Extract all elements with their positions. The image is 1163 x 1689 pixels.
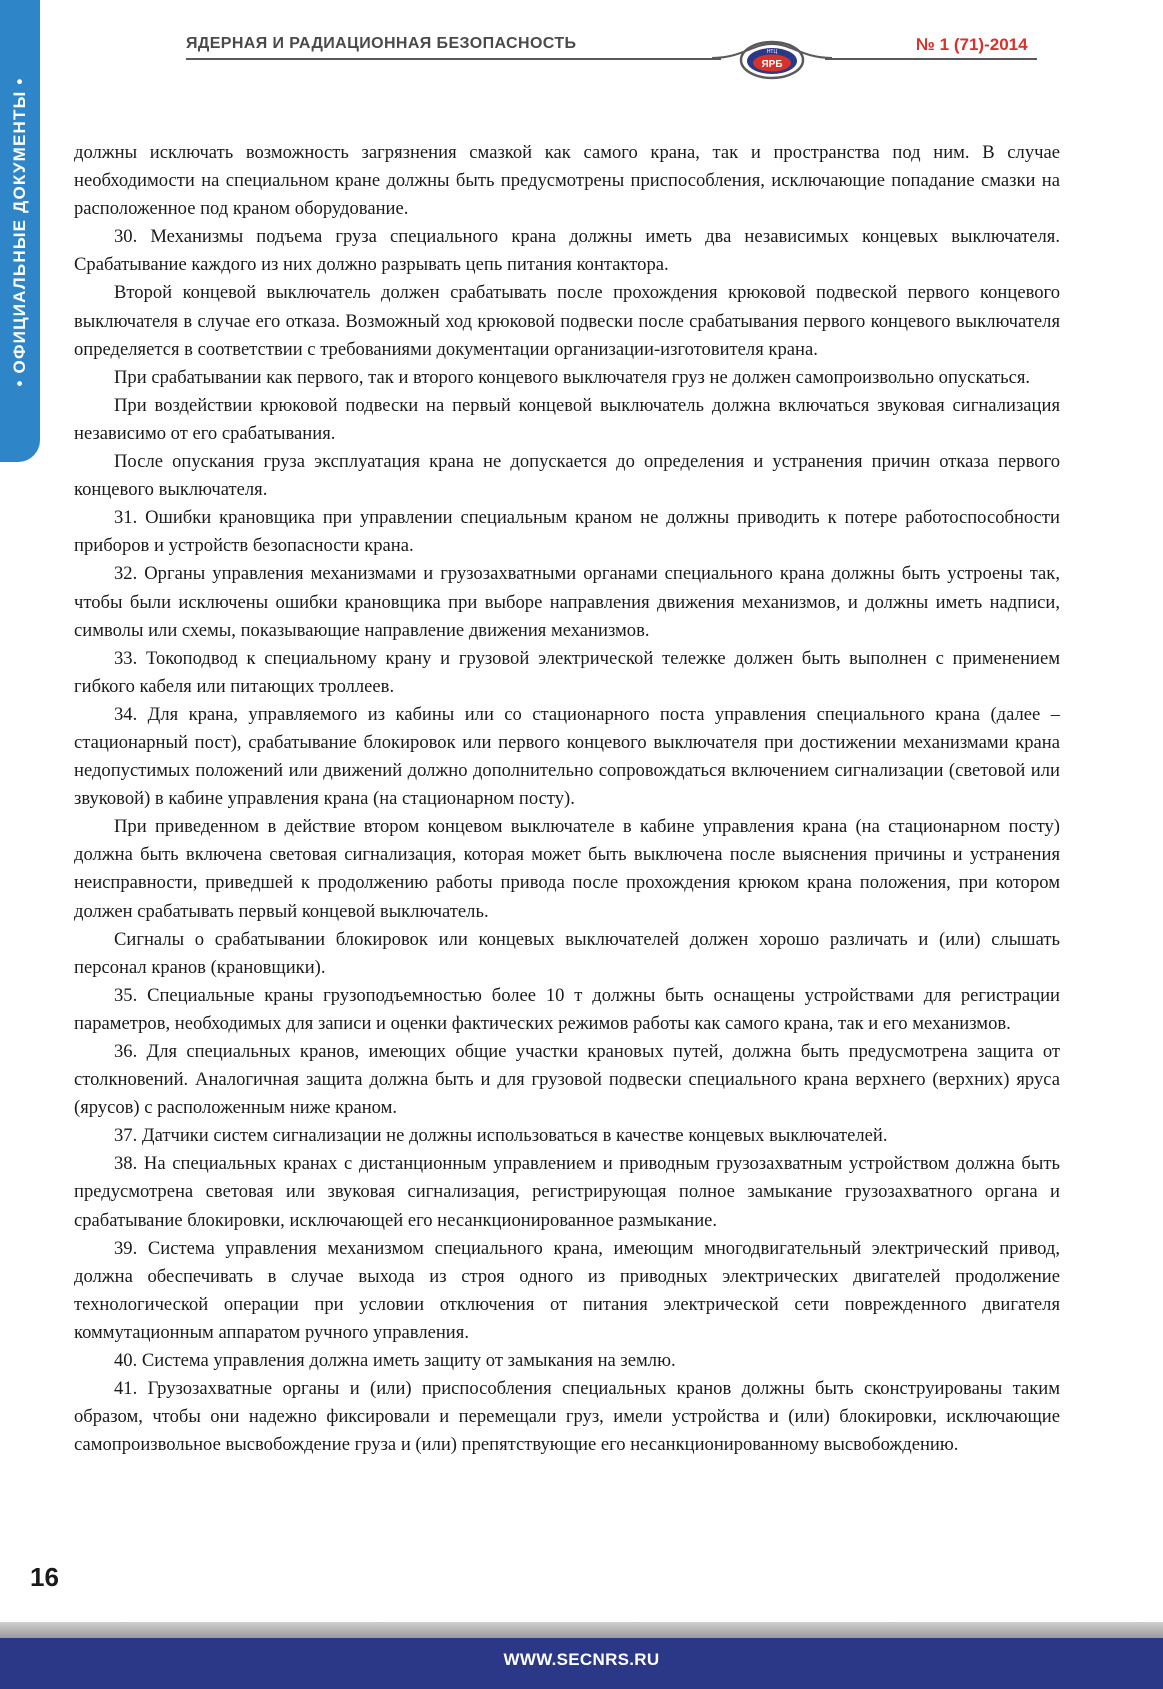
- paragraph: 30. Механизмы подъема груза специального крана должны иметь два независимых концевых выключателя. Срабатывание каждого из них должно разрывать цепь питания контактора.: [74, 226, 1060, 276]
- page-number: 16: [30, 1562, 59, 1592]
- paragraph: должны исключать возможность загрязнения смазкой как самого крана, так и пространства под ним. В случае необходимости на специальном кране должны быть предусмотрены приспособления, исключающие попадание смазки на расположенное под краном оборудование.: [74, 142, 1060, 220]
- paragraph: 36. Для специальных кранов, имеющих общие участки крановых путей, должна быть предусмотрена защита от столкновений. Аналогичная защита должна быть и для грузовой подвески специального крана верхнего (верхних) яруса (ярусов) с расположенным ниже краном.: [74, 1041, 1060, 1119]
- section-label: • ОФИЦИАЛЬНЫЕ ДОКУМЕНТЫ •: [10, 77, 29, 387]
- paragraph: 40. Система управления должна иметь защиту от замыкания на землю.: [114, 1350, 676, 1372]
- paragraph: 31. Ошибки крановщика при управлении специальным краном не должны приводить к потере работоспособности приборов и устройств безопасности крана.: [74, 507, 1060, 557]
- paragraph: 34. Для крана, управляемого из кабины или со стационарного поста управления специального крана (далее – стационарный пост), срабатывание блокировок или первого концевого выключателя при достижении механизмами крана недопустимых положений или движений должно дополнительно сопровождаться включением сигнализации (световой или звуковой) в кабине управления крана (на стационарном посту).: [74, 703, 1060, 810]
- footer-divider: [0, 1622, 1163, 1638]
- paragraph: При воздействии крюковой подвески на первый концевой выключатель должна включаться звуковая сигнализация независимо от его срабатывания.: [74, 394, 1060, 444]
- website-link[interactable]: WWW.SECNRS.RU: [503, 1650, 660, 1669]
- paragraph: 35. Специальные краны грузоподъемностью более 10 т должны быть оснащены устройствами для регистрации параметров, необходимых для записи и оценки фактических режимов работы как самого крана, так и его механизмов.: [74, 984, 1060, 1034]
- journal-title: ЯДЕРНАЯ И РАДИАЦИОННАЯ БЕЗОПАСНОСТЬ: [186, 35, 577, 52]
- header-rule-left: [186, 58, 721, 60]
- logo-small-text: НТЦ: [766, 49, 778, 55]
- journal-logo: [712, 36, 832, 88]
- paragraph: Второй концевой выключатель должен срабатывать после прохождения крюковой подвеской первого концевого выключателя в случае его отказа. Возможный ход крюковой подвески после срабатывания первого концевого выключателя определяется в соответствии с требованиями документации организации-изготовителя крана.: [74, 282, 1060, 360]
- logo-text: ЯРБ: [761, 59, 783, 70]
- article-body: [74, 139, 1060, 1459]
- paragraph: При приведенном в действие втором концевом выключателе в кабине управления крана (на стационарном посту) должна быть включена световая сигнализация, которая может быть выключена после выяснения причины и устранения неисправности, приведшей к продолжению работы привода после прохождения крюком крана положения, при котором должен срабатывать первый концевой выключатель.: [74, 816, 1060, 922]
- paragraph: 32. Органы управления механизмами и грузозахватными органами специального крана должны быть устроены так, чтобы были исключены ошибки крановщика при выборе направления движения механизмов, и должны иметь надписи, символы или схемы, показывающие направление движения механизмов.: [74, 563, 1060, 641]
- paragraph: 41. Грузозахватные органы и (или) приспособления специальных кранов должны быть сконструированы таким образом, чтобы они надежно фиксировали и перемещали груз, имели устройства и (или) блокировки, исключающие самопроизвольное высвобождение груза и (или) препятствующие его несанкционированному высвобождению.: [74, 1378, 1060, 1456]
- paragraph: 33. Токоподвод к специальному крану и грузовой электрической тележке должен быть выполнен с применением гибкого кабеля или питающих троллеев.: [74, 647, 1060, 697]
- paragraph: После опускания груза эксплуатация крана не допускается до определения и устранения причин отказа первого концевого выключателя.: [74, 451, 1060, 501]
- paragraph: Сигналы о срабатывании блокировок или концевых выключателей должен хорошо различать и (или) слышать персонал кранов (крановщики).: [74, 928, 1060, 978]
- paragraph: 38. На специальных кранах с дистанционным управлением и приводным грузозахватным устройством должна быть предусмотрена световая или звуковая сигнализация, регистрирующая полное замыкание грузозахватного органа и срабатывание блокировки, исключающей его несанкционированное размыкание.: [74, 1153, 1060, 1231]
- side-section-tab: [0, 0, 40, 462]
- issue-number: № 1 (71)-2014: [916, 35, 1028, 54]
- header-rule-right: [825, 58, 1037, 60]
- paragraph: При срабатывании как первого, так и второго концевого выключателя груз не должен самопроизвольно опускаться.: [114, 366, 1031, 388]
- paragraph: 39. Система управления механизмом специального крана, имеющим многодвигательный электрический привод, должна обеспечивать в случае выхода из строя одного из приводных электрических двигателей продолжение технологической операции при условии отключения от питания электрической сети поврежденного двигателя коммутационным аппаратом ручного управления.: [74, 1237, 1060, 1343]
- paragraph: 37. Датчики систем сигнализации не должны использоваться в качестве концевых выключателей.: [114, 1125, 888, 1147]
